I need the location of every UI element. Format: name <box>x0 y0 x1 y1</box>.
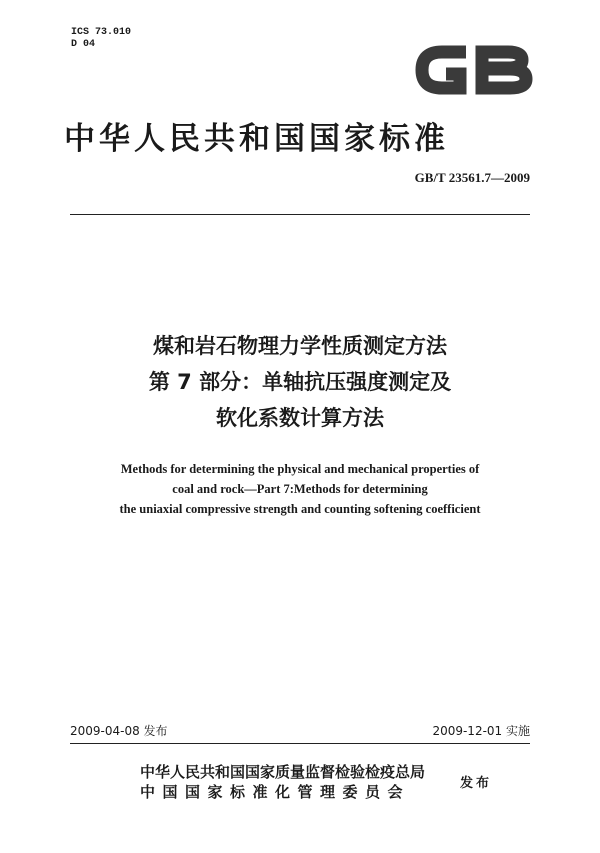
english-title-line-3: the uniaxial compressive strength and counting softening coefficient <box>119 502 481 516</box>
ccs-code: D 04 <box>71 39 96 50</box>
chinese-title-line-2: 第 7 部分：单轴抗压强度测定及 <box>148 370 452 394</box>
issue-date: 2009-04-08 发布 <box>70 724 168 738</box>
issuer-sac: 中国国家标准化管理委员会 <box>140 783 411 801</box>
header-divider <box>70 214 530 215</box>
ics-code: ICS 73.010 <box>71 27 132 38</box>
effective-date: 2009-12-01 实施 <box>432 724 530 738</box>
english-title-line-2: coal and rock—Part 7:Methods for determining <box>172 482 428 496</box>
chinese-title-line-1: 煤和岩石物理力学性质测定方法 <box>153 334 447 358</box>
english-title-line-1: Methods for determining the physical and mechanical properties of <box>120 462 480 476</box>
standard-category-title: 中华人民共和国国家标准 <box>64 121 449 157</box>
standard-number: GB/T 23561.7—2009 <box>414 170 530 185</box>
issuing-authorities <box>140 762 425 802</box>
chinese-title <box>0 328 600 436</box>
publish-label: 发布 <box>460 776 493 791</box>
gb-logo <box>410 36 535 104</box>
classification-codes <box>71 27 131 51</box>
issuer-aqsiq: 中华人民共和国国家质量监督检验检疫总局 <box>140 763 426 781</box>
footer-divider <box>70 743 530 744</box>
chinese-title-line-3: 软化系数计算方法 <box>216 406 384 430</box>
english-title <box>0 459 600 519</box>
